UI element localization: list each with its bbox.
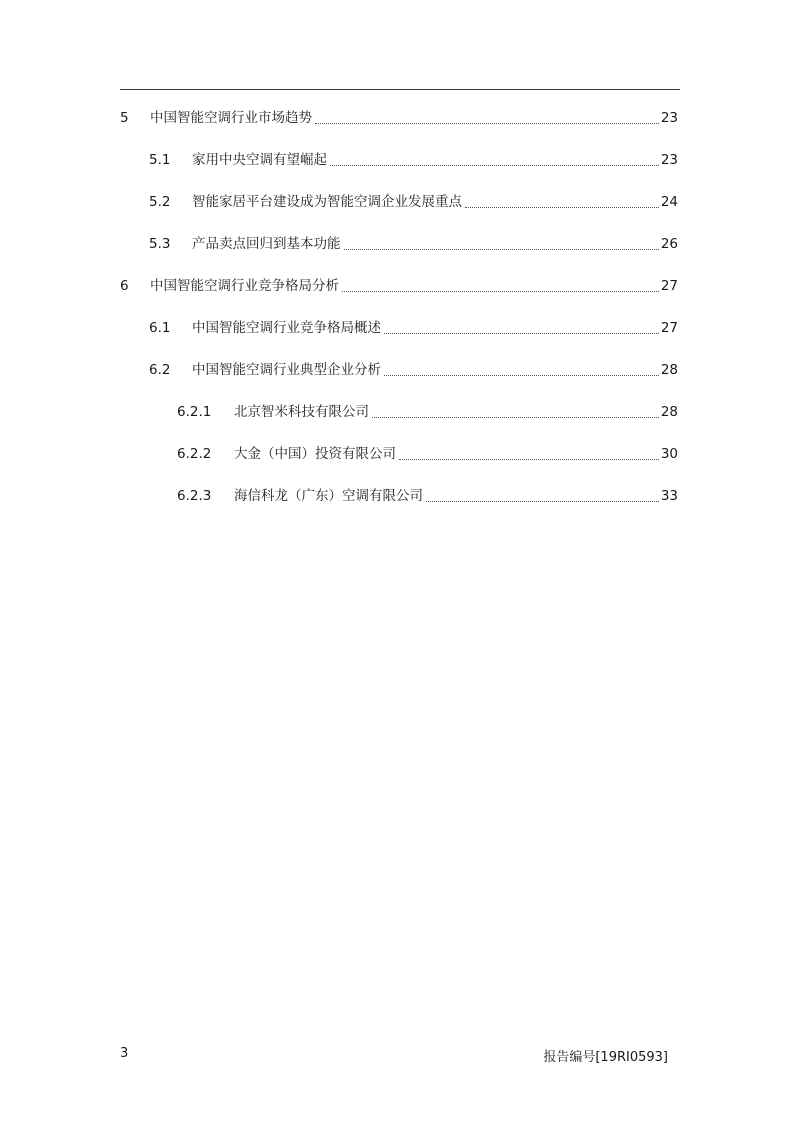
toc-entry-page: 28 xyxy=(660,404,678,420)
toc-dot-leader xyxy=(344,234,660,254)
toc-entry-page: 23 xyxy=(660,152,678,168)
footer-page-number: 3 xyxy=(120,1046,129,1061)
toc-dot-leader xyxy=(399,444,659,464)
toc-entry-title: 中国智能空调行业典型企业分析 xyxy=(192,362,381,378)
footer-report-id: 报告编号[19RI0593] xyxy=(543,1050,668,1065)
toc-dot-leader xyxy=(315,108,659,128)
toc-dot-leader xyxy=(384,360,659,380)
toc-entry-number: 6.2.1 xyxy=(177,404,212,420)
toc-entry-number: 6.2.3 xyxy=(177,488,212,504)
toc-entry-number: 5 xyxy=(120,110,129,126)
toc-dot-leader xyxy=(426,486,659,506)
toc-entry-page: 24 xyxy=(660,194,678,210)
toc-entry[interactable] xyxy=(120,108,678,128)
toc-entry-title: 中国智能空调行业市场趋势 xyxy=(150,110,312,126)
toc-entry-page: 27 xyxy=(660,278,678,294)
toc-entry-number: 6.1 xyxy=(149,320,171,336)
toc-entry-number: 5.2 xyxy=(149,194,171,210)
toc-entry-page: 33 xyxy=(660,488,678,504)
toc-entry-number: 5.1 xyxy=(149,152,171,168)
toc-entry[interactable] xyxy=(149,150,678,170)
toc-entry-page: 28 xyxy=(660,362,678,378)
toc-entry-number: 5.3 xyxy=(149,236,171,252)
toc-entry-title: 家用中央空调有望崛起 xyxy=(192,152,327,168)
toc-dot-leader xyxy=(372,402,659,422)
toc-dot-leader xyxy=(342,276,659,296)
toc-entry-title: 智能家居平台建设成为智能空调企业发展重点 xyxy=(192,194,462,210)
toc-dot-leader xyxy=(384,318,659,338)
toc-dot-leader xyxy=(465,192,659,212)
toc-entry[interactable] xyxy=(149,318,678,338)
header-rule xyxy=(120,89,680,90)
toc-entry-title: 海信科龙（广东）空调有限公司 xyxy=(234,488,423,504)
toc-entry[interactable] xyxy=(177,402,678,422)
toc-entry-title: 中国智能空调行业竞争格局概述 xyxy=(192,320,381,336)
toc-dot-leader xyxy=(330,150,659,170)
toc-entry[interactable] xyxy=(149,234,678,254)
toc-entry-number: 6.2 xyxy=(149,362,171,378)
toc-entry[interactable] xyxy=(149,360,678,380)
toc-entry[interactable] xyxy=(120,276,678,296)
toc-entry-number: 6 xyxy=(120,278,129,294)
toc-entry-page: 23 xyxy=(660,110,678,126)
toc-entry-title: 北京智米科技有限公司 xyxy=(234,404,369,420)
toc-entry-page: 27 xyxy=(660,320,678,336)
toc-entry-title: 大金（中国）投资有限公司 xyxy=(234,446,396,462)
toc-entry-title: 中国智能空调行业竞争格局分析 xyxy=(150,278,339,294)
toc-entry-page: 26 xyxy=(660,236,678,252)
toc-entry[interactable] xyxy=(149,192,678,212)
toc-entry[interactable] xyxy=(177,486,678,506)
toc-entry[interactable] xyxy=(177,444,678,464)
toc-entry-title: 产品卖点回归到基本功能 xyxy=(192,236,341,252)
toc-entry-number: 6.2.2 xyxy=(177,446,212,462)
toc-entry-page: 30 xyxy=(660,446,678,462)
